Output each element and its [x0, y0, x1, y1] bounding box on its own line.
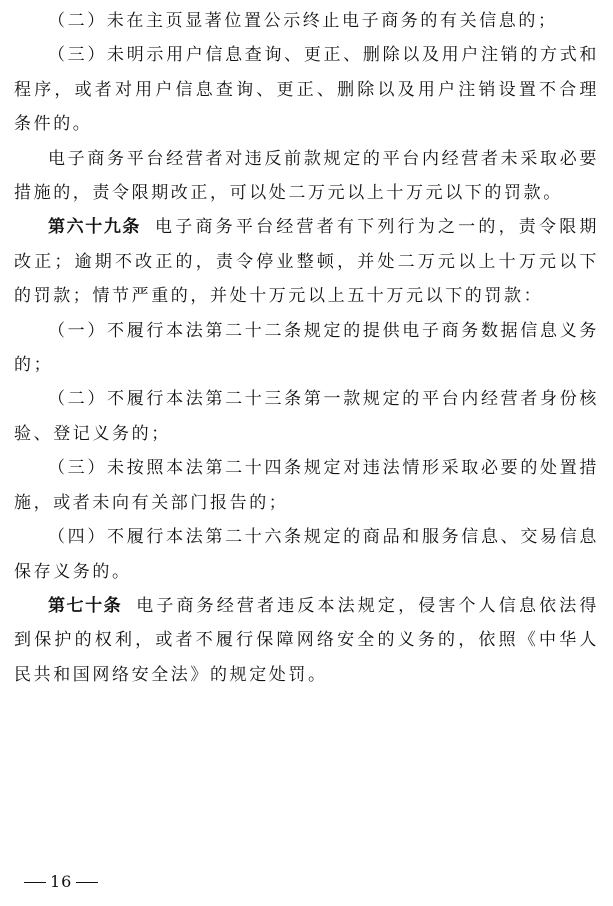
paragraph-text: （三）未明示用户信息查询、更正、删除以及用户注销的方式和程序，或者对用户信息查询、更正、删除以及用户注销设置不合理条件的。 — [14, 45, 599, 135]
paragraph-text: 电子商务经营者违反本法规定，侵害个人信息依法得到保护的权利，或者不履行保障网络安全的义务的，依照《中华人民共和国网络安全法》的规定处罚。 — [14, 595, 599, 685]
paragraph-item-3 — [14, 38, 599, 141]
paragraph-text: （二）未在主页显著位置公示终止电子商务的有关信息的； — [48, 11, 558, 31]
article-title: 第七十条 — [48, 595, 123, 616]
paragraph-text: （四）不履行本法第二十六条规定的商品和服务信息、交易信息保存义务的。 — [14, 527, 599, 582]
paragraph-item-3b — [14, 451, 599, 520]
paragraph-item-2 — [14, 4, 599, 38]
page-footer — [20, 872, 102, 891]
paragraph-text: （三）未按照本法第二十四条规定对违法情形采取必要的处置措施，或者未向有关部门报告的； — [14, 458, 599, 513]
paragraph-item-2b — [14, 382, 599, 451]
article-title: 第六十九条 — [48, 217, 142, 238]
paragraph-text: 电子商务平台经营者有下列行为之一的，责令限期改正；逾期不改正的，责令停业整顿，并处二万元以上十万元以下的罚款；情节严重的，并处十万元以上五十万元以下的罚款： — [14, 217, 600, 307]
paragraph-text: 电子商务平台经营者对违反前款规定的平台内经营者未采取必要措施的，责令限期改正，可以处二万元以上十万元以下的罚款。 — [14, 148, 599, 204]
paragraph-text: （一）不履行本法第二十二条规定的提供电子商务数据信息义务的； — [14, 320, 599, 376]
article-69 — [14, 210, 599, 313]
paragraph-text: （二）不履行本法第二十三条第一款规定的平台内经营者身份核验、登记义务的； — [14, 389, 599, 444]
paragraph-item-1 — [14, 314, 599, 383]
document-body — [14, 4, 599, 692]
paragraph-item-4 — [14, 520, 599, 589]
page-number: 16 — [50, 872, 73, 891]
footer-dash-right — [76, 882, 98, 883]
paragraph-penalty — [14, 142, 599, 211]
footer-dash-left — [24, 882, 46, 883]
article-70 — [14, 589, 599, 692]
